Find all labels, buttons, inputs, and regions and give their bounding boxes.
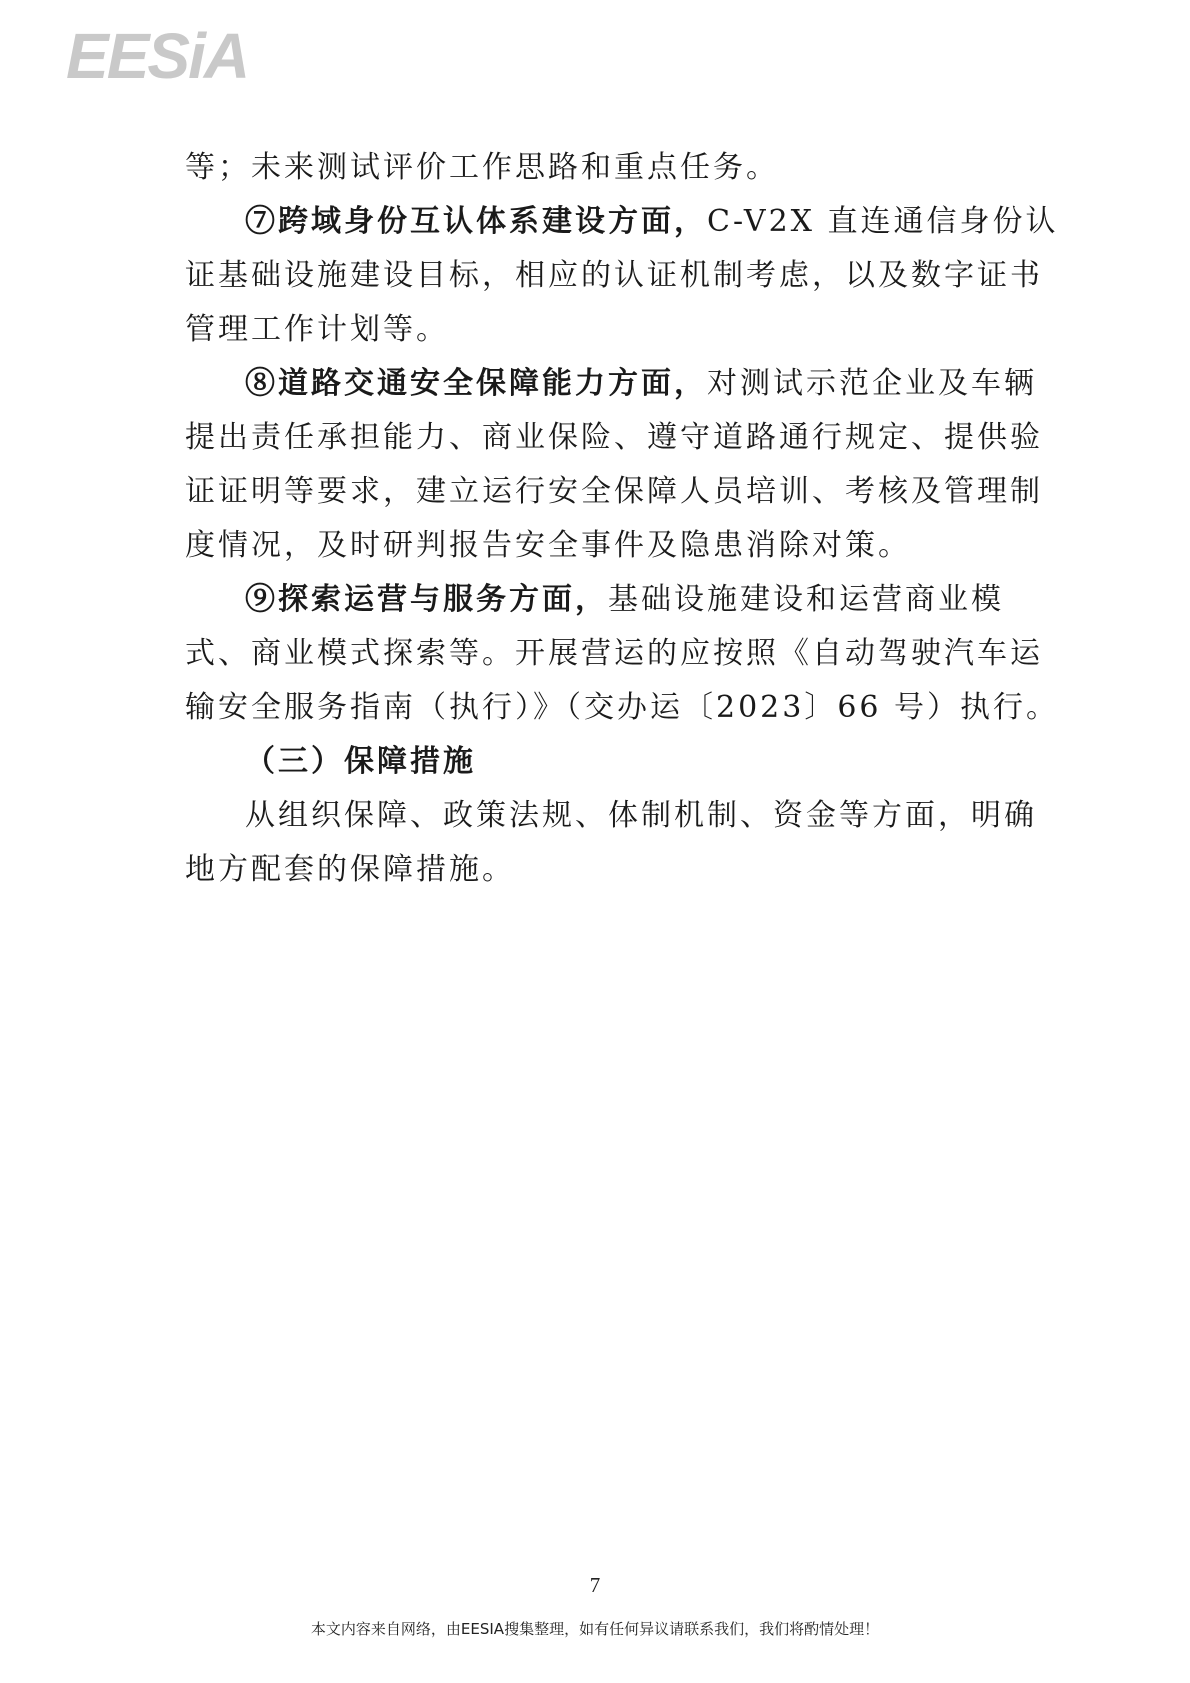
eesia-logo [66,20,286,100]
section-heading-safety: ⑧道路交通安全保障能力方面， [245,366,707,401]
body-line-6: 提出责任承担能力、商业保险、遵守道路通行规定、提供验 [185,420,1043,455]
footer-disclaimer: 本文内容来自网络，由EESIA搜集整理，如有任何异议请联系我们，我们将酌情处理！ [310,1620,880,1638]
body-line-9: ⑨探索运营与服务方面，基础设施建设和运营商业模 [245,582,1004,617]
eesia-logo-graphic [66,20,286,100]
body-line-10: 式、商业模式探索等。开展营运的应按照《自动驾驶汽车运 [185,636,1043,671]
body-line-3: 证基础设施建设目标，相应的认证机制考虑，以及数字证书 [185,258,1043,293]
section-heading-measures: （三）保障措施 [245,744,476,779]
body-line-4: 管理工作计划等。 [185,312,449,347]
body-line-2: ⑦跨域身份互认体系建设方面，C-V2X 直连通信身份认 [245,204,1059,239]
svg-text:EESiA: EESiA [66,20,249,92]
body-line-13: 从组织保障、政策法规、体制机制、资金等方面，明确 [245,798,1037,833]
body-line-5: ⑧道路交通安全保障能力方面，对测试示范企业及车辆 [245,366,1037,401]
body-line-12 [245,744,476,780]
page-number: 7 [589,1573,601,1597]
body-line-8: 度情况，及时研判报告安全事件及隐患消除对策。 [185,528,911,563]
body-line-14: 地方配套的保障措施。 [185,852,515,887]
body-line-11: 输安全服务指南（执行）》（交办运〔2023〕66 号）执行。 [185,690,1060,725]
body-line-1: 等；未来测试评价工作思路和重点任务。 [185,150,779,185]
body-line-7: 证证明等要求，建立运行安全保障人员培训、考核及管理制 [185,474,1043,509]
section-heading-operation: ⑨探索运营与服务方面， [245,582,608,617]
section-heading-identity: ⑦跨域身份互认体系建设方面， [245,204,707,239]
